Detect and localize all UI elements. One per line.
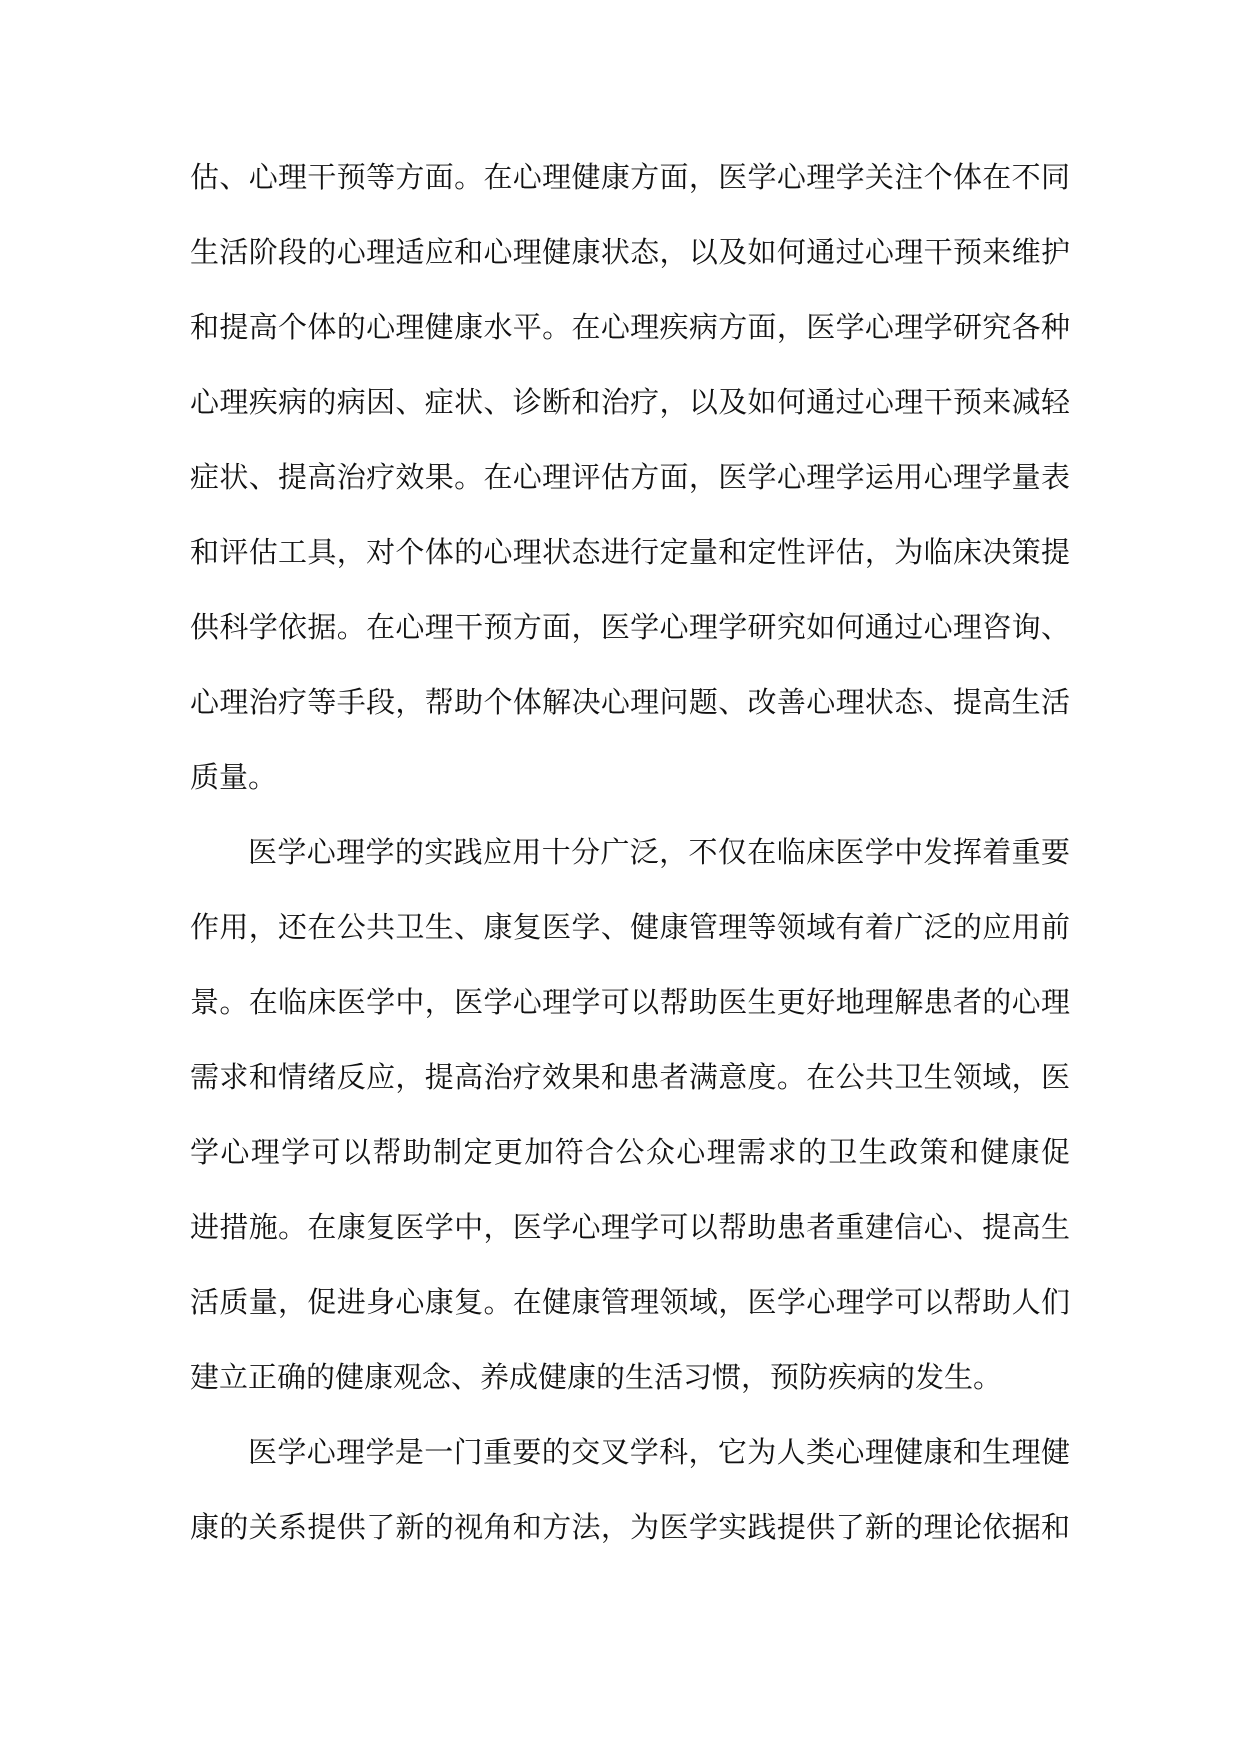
text-line: 康的关系提供了新的视角和方法，为医学实践提供了新的理论依据和	[190, 1510, 1070, 1544]
text-line: 症状、提高治疗效果。在心理评估方面，医学心理学运用心理学量表	[190, 460, 1070, 494]
text-line: 建立正确的健康观念、养成健康的生活习惯，预防疾病的发生。	[190, 1360, 1003, 1394]
text-line: 供科学依据。在心理干预方面，医学心理学研究如何通过心理咨询、	[190, 610, 1070, 644]
text-line: 和提高个体的心理健康水平。在心理疾病方面，医学心理学研究各种	[190, 310, 1070, 344]
body-text	[190, 140, 1070, 1565]
paragraph-first-line: 医学心理学是一门重要的交叉学科，它为人类心理健康和生理健	[248, 1435, 1070, 1469]
text-line: 需求和情绪反应，提高治疗效果和患者满意度。在公共卫生领域，医	[190, 1060, 1070, 1094]
text-line: 和评估工具，对个体的心理状态进行定量和定性评估，为临床决策提	[190, 535, 1070, 569]
text-line: 估、心理干预等方面。在心理健康方面，医学心理学关注个体在不同	[190, 160, 1070, 194]
text-line: 生活阶段的心理适应和心理健康状态，以及如何通过心理干预来维护	[190, 235, 1070, 269]
text-line: 心理疾病的病因、症状、诊断和治疗，以及如何通过心理干预来减轻	[190, 385, 1070, 419]
text-line: 活质量，促进身心康复。在健康管理领域，医学心理学可以帮助人们	[190, 1285, 1070, 1319]
text-line: 学心理学可以帮助制定更加符合公众心理需求的卫生政策和健康促	[190, 1135, 1070, 1169]
paragraph-first-line: 医学心理学的实践应用十分广泛，不仅在临床医学中发挥着重要	[248, 835, 1070, 869]
text-line: 作用，还在公共卫生、康复医学、健康管理等领域有着广泛的应用前	[190, 910, 1070, 944]
text-line: 进措施。在康复医学中，医学心理学可以帮助患者重建信心、提高生	[190, 1210, 1070, 1244]
text-line: 心理治疗等手段，帮助个体解决心理问题、改善心理状态、提高生活	[190, 685, 1070, 719]
text-line: 景。在临床医学中，医学心理学可以帮助医生更好地理解患者的心理	[190, 985, 1070, 1019]
text-line: 质量。	[190, 760, 278, 794]
